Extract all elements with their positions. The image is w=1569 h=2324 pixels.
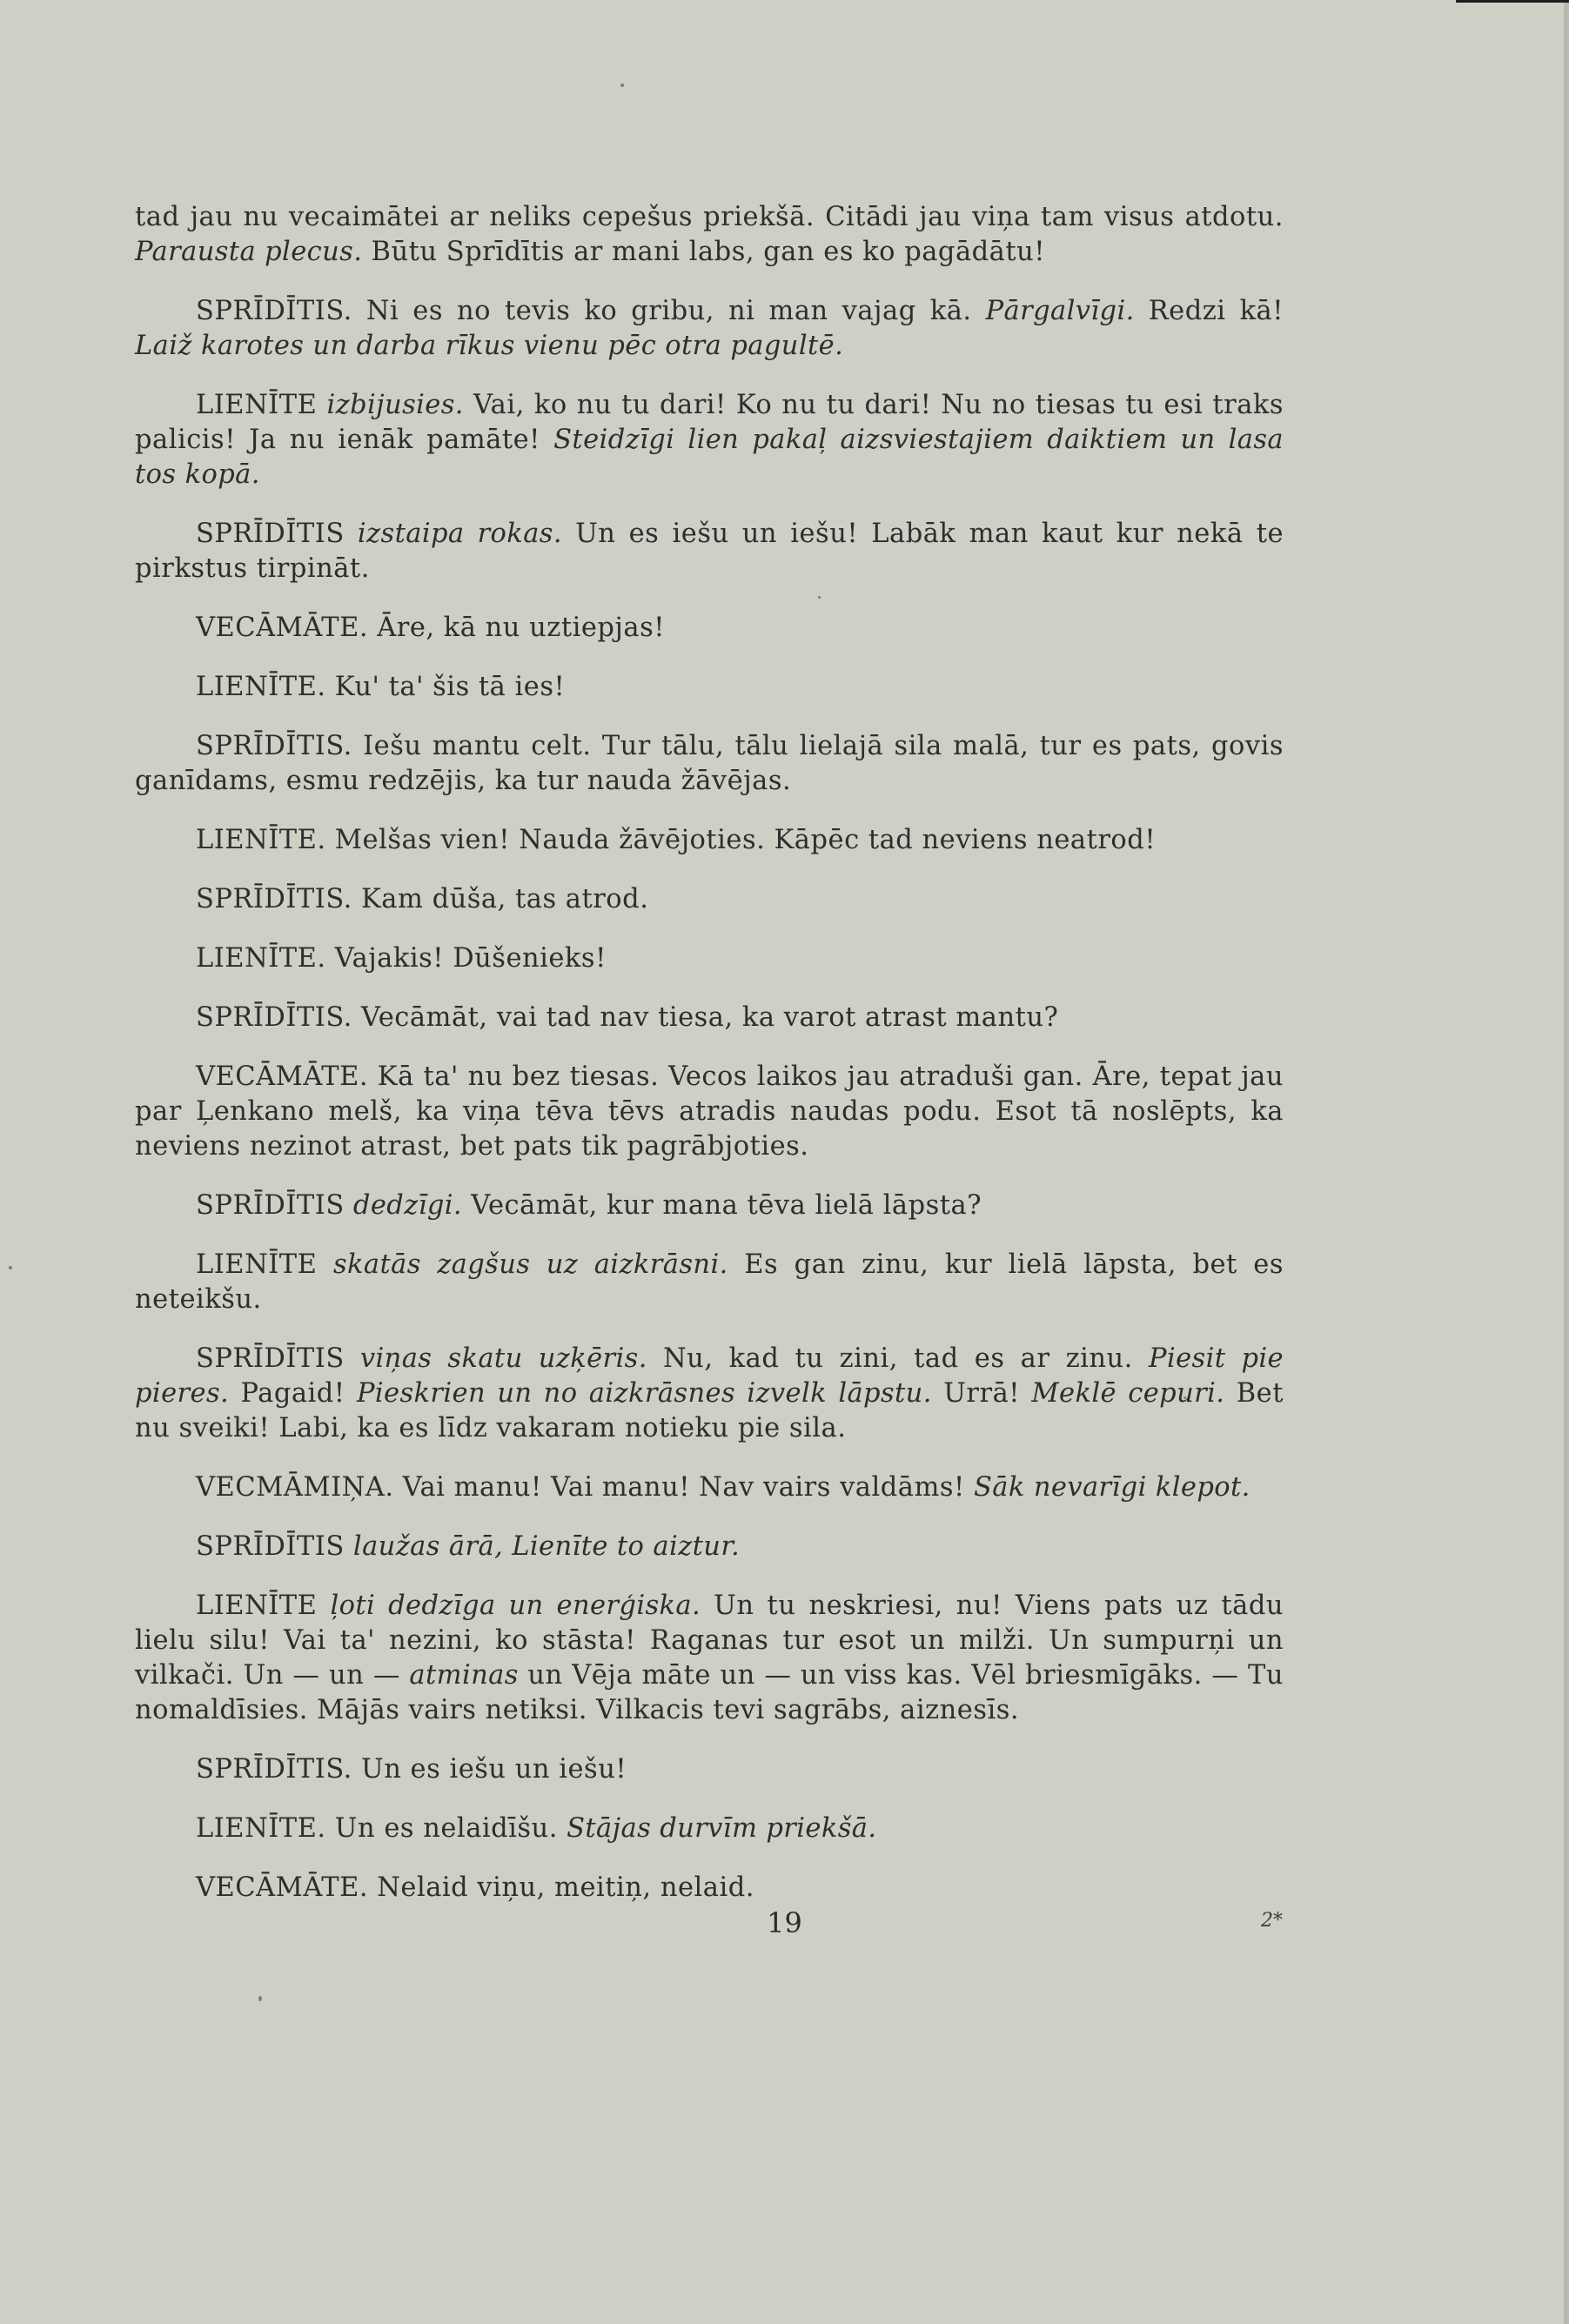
stage-direction: Sāk nevarīgi klepot. xyxy=(973,1472,1251,1503)
dialogue-text: Būtu Sprīdītis ar mani labs, gan es ko pagādātu! xyxy=(362,237,1046,267)
dialogue-paragraph xyxy=(135,941,1284,976)
dialogue-paragraph xyxy=(135,517,1284,586)
dialogue-text: SPRĪDĪTIS xyxy=(196,519,358,549)
stage-direction: Meklē cepuri. xyxy=(1031,1378,1225,1409)
dialogue-paragraph xyxy=(135,729,1284,799)
dialogue-text: SPRĪDĪTIS xyxy=(196,1531,353,1562)
dialogue-text: SPRĪDĪTIS xyxy=(196,1190,353,1221)
stage-direction: Parausta plecus. xyxy=(135,237,363,267)
dialogue-paragraph xyxy=(135,1589,1284,1728)
paper-speck xyxy=(258,1996,262,2001)
dialogue-text: SPRĪDĪTIS. Kam dūša, tas atrod. xyxy=(196,884,649,914)
dialogue-paragraph xyxy=(135,1248,1284,1317)
dialogue-paragraph xyxy=(135,611,1284,646)
dialogue-text: VECĀMĀTE. Āre, kā nu uztiepjas! xyxy=(196,613,665,643)
stage-direction: Laiž karotes un darba rīkus vienu pēc otra pagultē. xyxy=(135,331,844,361)
dialogue-text: un Vēja māte un — un viss kas. Vēl briesmīgāks. — Tu nomaldīsies. Mājās vairs netiksi. Vilkacis tevi sagrābs, aiznesīs. xyxy=(135,1660,1284,1725)
paper-speck xyxy=(9,1266,12,1269)
dialogue-text: LIENĪTE xyxy=(196,390,327,420)
dialogue-text: LIENĪTE. Melšas vien! Nauda žāvējoties. Kāpēc tad neviens neatrod! xyxy=(196,825,1157,855)
dialogue-text: SPRĪDĪTIS. Vecāmāt, vai tad nav tiesa, ka varot atrast mantu? xyxy=(196,1002,1059,1033)
dialogue-text: Bet nu sveiki! Labi, ka es līdz vakaram notieku pie sila. xyxy=(135,1378,1284,1443)
dialogue-text: VECĀMĀTE. Nelaid viņu, meitiņ, nelaid. xyxy=(196,1872,754,1903)
signature-mark: 2* xyxy=(1261,1910,1283,1932)
stage-direction: skatās zagšus uz aizkrāsni. xyxy=(332,1249,728,1280)
page-edge-shadow xyxy=(1564,0,1569,2324)
dialogue-text: LIENĪTE xyxy=(196,1249,333,1280)
dialogue-text: Es gan zinu, kur lielā lāpsta, bet es neteikšu. xyxy=(135,1249,1284,1315)
dialogue-text: Urrā! xyxy=(931,1378,1032,1409)
stage-direction: viņas skatu uzķēris. xyxy=(359,1343,647,1374)
dialogue-paragraph xyxy=(135,1342,1284,1446)
dialogue-text: Vai, ko nu tu dari! Ko nu tu dari! Nu no tiesas tu esi traks palicis! Ja nu ienāk pamāte! xyxy=(135,390,1284,455)
stage-direction: Piesit pie pieres. xyxy=(135,1343,1284,1409)
dialogue-text: Pagaid! xyxy=(229,1378,357,1409)
dialogue-paragraph xyxy=(135,1001,1284,1035)
stage-direction: Pieskrien un no aizkrāsnes izvelk lāpstu. xyxy=(356,1378,932,1409)
dialogue-text: Redzi kā! xyxy=(1134,296,1284,326)
dialogue-text: Nu, kad tu zini, tad es ar zinu. xyxy=(647,1343,1150,1374)
play-text xyxy=(135,200,1284,1930)
stage-direction: izbijusies. xyxy=(326,390,464,420)
dialogue-text: SPRĪDĪTIS. Ni es no tevis ko gribu, ni man vajag kā. xyxy=(196,296,986,326)
dialogue-paragraph xyxy=(135,1470,1284,1505)
paper-speck xyxy=(620,84,624,87)
dialogue-paragraph xyxy=(135,1871,1284,1905)
stage-direction: Pārgalvīgi. xyxy=(985,296,1135,326)
dialogue-paragraph xyxy=(135,823,1284,858)
dialogue-paragraph xyxy=(135,294,1284,364)
dialogue-paragraph xyxy=(135,1060,1284,1164)
dialogue-paragraph xyxy=(135,200,1284,270)
dialogue-paragraph xyxy=(135,1812,1284,1846)
dialogue-paragraph xyxy=(135,1189,1284,1223)
dialogue-text: SPRĪDĪTIS. Iešu mantu celt. Tur tālu, tālu lielajā sila malā, tur es pats, govis ganīdams, esmu redzējis, ka tur nauda žāvējas. xyxy=(135,731,1284,796)
dialogue-paragraph xyxy=(135,1530,1284,1564)
dialogue-text: LIENĪTE. Un es nelaidīšu. xyxy=(196,1813,567,1844)
dialogue-paragraph xyxy=(135,1752,1284,1787)
dialogue-text: Un es iešu un iešu! Labāk man kaut kur nekā te pirkstus tirpināt. xyxy=(135,519,1284,584)
stage-direction: Steidzīgi lien pakaļ aizsviestajiem daiktiem un lasa tos kopā. xyxy=(135,425,1284,490)
dialogue-paragraph xyxy=(135,670,1284,705)
page-edge-line xyxy=(1456,0,1569,3)
page-number: 19 xyxy=(767,1906,802,1939)
dialogue-text: SPRĪDĪTIS. Un es iešu un iešu! xyxy=(196,1754,627,1785)
dialogue-text: Vecāmāt, kur mana tēva lielā lāpsta? xyxy=(462,1190,982,1221)
dialogue-text: LIENĪTE. Vajakis! Dūšenieks! xyxy=(196,943,607,974)
dialogue-text: VECĀMĀTE. Kā ta' nu bez tiesas. Vecos laikos jau atraduši gan. Āre, tepat jau par Ļenkano melš, ka viņa tēva tēvs atradis naudas podu. Esot tā noslēpts, ka neviens nezinot atrast, bet pats tik pagrābjoties. xyxy=(135,1062,1284,1162)
stage-direction: ļoti dedzīga un enerģiska. xyxy=(330,1591,701,1621)
dialogue-paragraph xyxy=(135,388,1284,492)
stage-direction: atminas xyxy=(409,1660,519,1691)
dialogue-text: SPRĪDĪTIS xyxy=(196,1343,360,1374)
dialogue-text: LIENĪTE. Ku' ta' šis tā ies! xyxy=(196,672,566,702)
dialogue-text: Un tu neskriesi, nu! Viens pats uz tādu lielu silu! Vai ta' nezini, ko stāsta! Raganas tur esot un milži. Un sumpurņi un vilkači. Un — un — xyxy=(135,1591,1284,1691)
stage-direction: laužas ārā, Lienīte to aiztur. xyxy=(352,1531,741,1562)
dialogue-text: tad jau nu vecaimātei ar neliks cepešus priekšā. Citādi jau viņa tam visus atdotu. xyxy=(135,202,1284,232)
stage-direction: Stājas durvīm priekšā. xyxy=(567,1813,877,1844)
stage-direction: izstaipa rokas. xyxy=(357,519,562,549)
dialogue-text: LIENĪTE xyxy=(196,1591,331,1621)
dialogue-paragraph xyxy=(135,882,1284,917)
stage-direction: dedzīgi. xyxy=(352,1190,463,1221)
dialogue-text: VECMĀMIŅA. Vai manu! Vai manu! Nav vairs valdāms! xyxy=(196,1472,974,1503)
